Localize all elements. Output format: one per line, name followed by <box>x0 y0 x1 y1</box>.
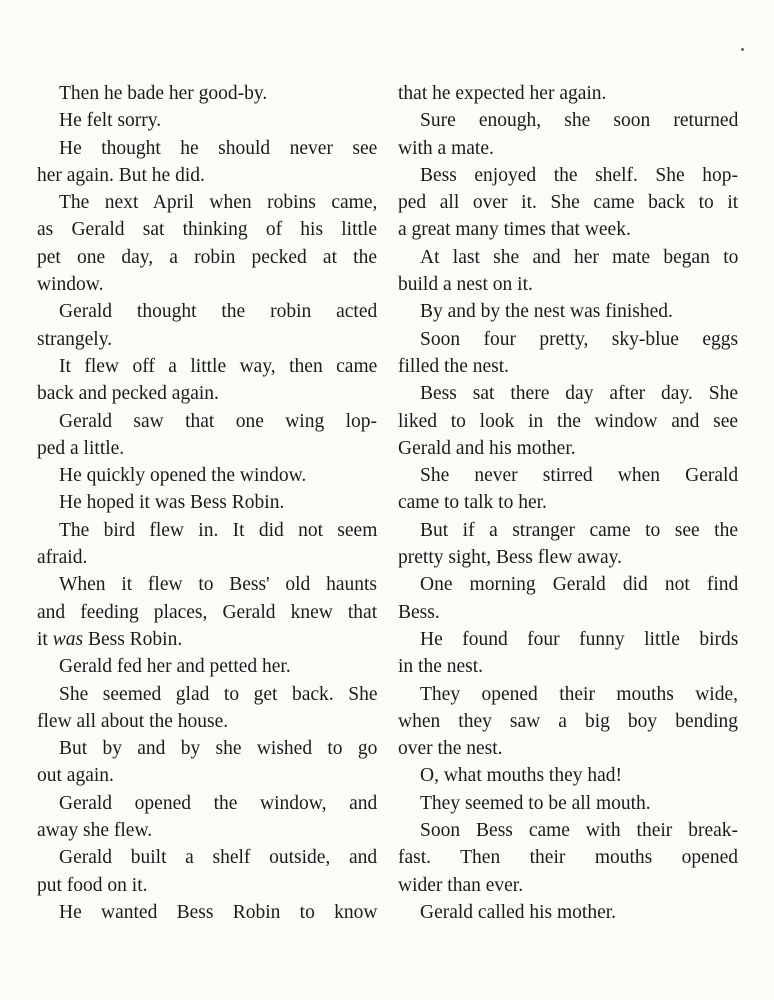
text-line: Sure enough, she soon returned <box>420 110 739 132</box>
text-line: Soon four pretty, sky-blue eggs <box>420 328 739 350</box>
text-line: The next April when robins came, <box>59 192 378 214</box>
print-speck <box>741 48 744 51</box>
text-line: as Gerald sat thinking of his little <box>37 219 377 241</box>
text-line: with a mate. <box>398 137 494 159</box>
text-line: Bess enjoyed the shelf. She hop- <box>420 164 738 186</box>
text-line: flew all about the house. <box>37 710 229 732</box>
text-line: They seemed to be all mouth. <box>420 792 651 814</box>
text-line: He hoped it was Bess Robin. <box>59 492 285 514</box>
left-column <box>37 80 377 926</box>
text-line: Bess. <box>398 601 440 623</box>
text-line: it was Bess Robin. <box>37 628 183 650</box>
text-line: Gerald and his mother. <box>398 437 576 459</box>
text-line: her again. But he did. <box>37 164 205 186</box>
text-line: ped all over it. She came back to it <box>398 192 739 214</box>
text-line: and feeding places, Gerald knew that <box>37 601 378 623</box>
text-line: He thought he should never see <box>59 137 378 159</box>
text-line: back and pecked again. <box>37 383 219 405</box>
text-line: But by and by she wished to go <box>59 738 378 760</box>
right-column <box>398 80 738 926</box>
text-line: Gerald called his mother. <box>420 901 617 923</box>
text-line: He quickly opened the window. <box>59 465 307 487</box>
text-line: But if a stranger came to see the <box>420 519 738 541</box>
text-line: One morning Gerald did not find <box>420 574 739 596</box>
text-line: Then he bade her good-by. <box>59 83 268 104</box>
text-line: She never stirred when Gerald <box>420 465 739 487</box>
text-line: build a nest on it. <box>398 274 533 296</box>
emphasis-was: was <box>52 628 84 650</box>
text-line: pet one day, a robin pecked at the <box>37 246 377 268</box>
text-line: O, what mouths they had! <box>420 765 623 787</box>
text-line: He found four funny little birds <box>420 628 739 650</box>
text-line: liked to look in the window and see <box>398 410 738 432</box>
text-line: Soon Bess came with their break- <box>420 820 738 842</box>
text-line: came to talk to her. <box>398 492 547 514</box>
text-line: fast. Then their mouths opened <box>398 847 738 869</box>
text-line: in the nest. <box>398 656 484 678</box>
text-line: The bird flew in. It did not seem <box>59 519 378 541</box>
text-line: when they saw a big boy bending <box>398 710 739 732</box>
text-line: Bess sat there day after day. She <box>420 383 738 405</box>
text-line: a great many times that week. <box>398 219 631 241</box>
text-line: out again. <box>37 765 114 787</box>
text-line: At last she and her mate began to <box>420 246 739 268</box>
text-line: away she flew. <box>37 820 153 842</box>
text-line: She seemed glad to get back. She <box>59 683 378 705</box>
text-line: window. <box>37 274 104 296</box>
text-line: ped a little. <box>37 437 125 459</box>
text-line: They opened their mouths wide, <box>420 683 738 705</box>
text-line: afraid. <box>37 547 88 569</box>
text-line: wider than ever. <box>398 874 524 896</box>
text-line: He wanted Bess Robin to know <box>59 901 378 923</box>
text-line: It flew off a little way, then came <box>59 355 378 377</box>
text-line: Gerald saw that one wing lop- <box>59 410 377 432</box>
text-line: over the nest. <box>398 738 503 760</box>
text-line: Gerald built a shelf outside, and <box>59 847 378 869</box>
text-line: He felt sorry. <box>59 110 162 132</box>
text-line: When it flew to Bess' old haunts <box>59 574 377 596</box>
text-line: Gerald thought the robin acted <box>59 301 378 323</box>
text-line: filled the nest. <box>398 355 510 377</box>
text-line: strangely. <box>37 328 113 350</box>
text-line: Gerald fed her and petted her. <box>59 656 291 678</box>
text-line: By and by the nest was finished. <box>420 301 673 323</box>
text-line: pretty sight, Bess flew away. <box>398 547 623 569</box>
text-line: Gerald opened the window, and <box>59 792 378 814</box>
text-line: put food on it. <box>37 874 148 896</box>
text-line: that he expected her again. <box>398 83 607 104</box>
